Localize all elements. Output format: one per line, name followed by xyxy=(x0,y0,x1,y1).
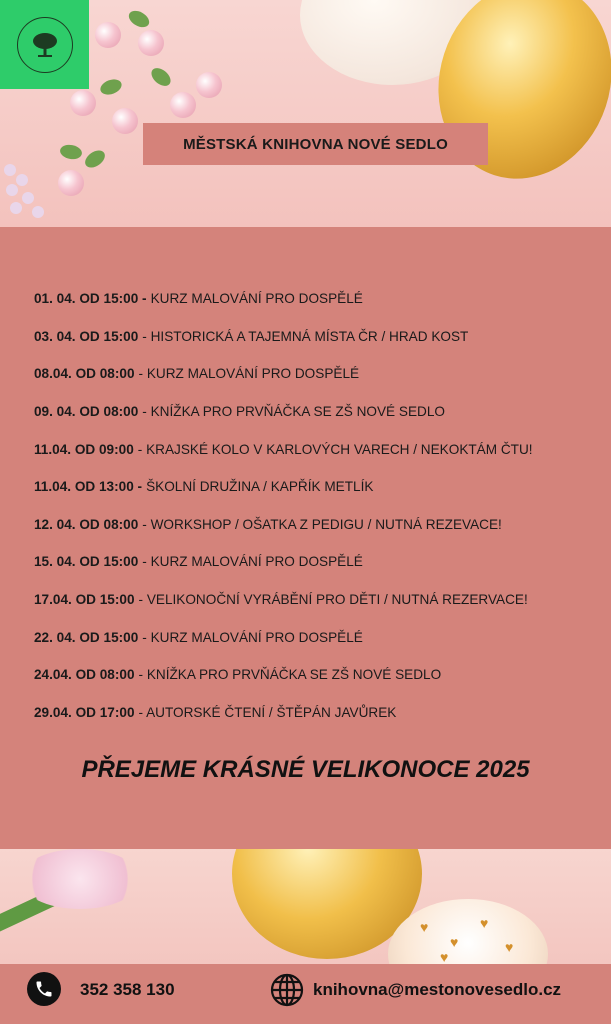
heart-decoration: ♥ xyxy=(480,915,489,931)
event-name: - KURZ MALOVÁNÍ PRO DOSPĚLÉ xyxy=(142,629,363,645)
event-date: 09. 04. OD 08:00 xyxy=(34,404,139,420)
list-item xyxy=(34,318,604,356)
tulip-flower xyxy=(20,849,140,909)
phone-number[interactable]: 352 358 130 xyxy=(80,980,175,999)
event-name: - VELIKONOČNÍ VYRÁBĚNÍ PRO DĚTI / NUTNÁ REZERVACE! xyxy=(138,592,528,608)
logo-ring xyxy=(17,17,73,73)
event-date: 12. 04. OD 08:00 xyxy=(34,516,139,532)
footer-photo xyxy=(0,849,611,964)
berry xyxy=(170,92,196,118)
email-address[interactable]: knihovna@mestonovesedlo.cz xyxy=(313,980,562,999)
event-name: KURZ MALOVÁNÍ PRO DOSPĚLÉ xyxy=(150,291,363,307)
list-item xyxy=(34,468,604,506)
event-name: - KURZ MALOVÁNÍ PRO DOSPĚLÉ xyxy=(142,554,363,570)
easter-greeting: PŘEJEME KRÁSNÉ VELIKONOCE 2025 xyxy=(81,756,530,783)
berry xyxy=(70,90,96,116)
event-name: - KNÍŽKA PRO PRVŇÁČKA SE ZŠ NOVÉ SEDLO xyxy=(138,667,442,683)
event-date: 17.04. OD 15:00 xyxy=(34,592,135,608)
event-name: - WORKSHOP / OŠATKA Z PEDIGU / NUTNÁ REZEVACE! xyxy=(142,516,502,532)
event-name: - HISTORICKÁ A TAJEMNÁ MÍSTA ČR / HRAD KOST xyxy=(142,328,469,344)
event-name: ŠKOLNÍ DRUŽINA / KAPŘÍK METLÍK xyxy=(146,479,374,495)
heart-decoration: ♥ xyxy=(505,939,514,955)
phone-icon xyxy=(27,972,61,1006)
lilac-flower xyxy=(0,150,60,228)
event-date: 22. 04. OD 15:00 xyxy=(34,629,139,645)
berry xyxy=(95,22,121,48)
event-name: - AUTORSKÉ ČTENÍ / ŠTĚPÁN JAVŮREK xyxy=(138,704,397,720)
list-item xyxy=(34,280,604,318)
list-item xyxy=(34,656,604,694)
berry xyxy=(138,30,164,56)
tree-icon xyxy=(30,30,60,60)
berry xyxy=(196,72,222,98)
event-date: 03. 04. OD 15:00 xyxy=(34,328,139,344)
leaf xyxy=(148,65,174,90)
leaf xyxy=(98,77,123,98)
list-item xyxy=(34,393,604,431)
events-list xyxy=(34,280,604,731)
list-item xyxy=(34,506,604,544)
event-date: 08.04. OD 08:00 xyxy=(34,366,135,382)
globe-icon xyxy=(270,973,304,1007)
event-date: 11.04. OD 09:00 xyxy=(34,441,134,457)
event-date: 29.04. OD 17:00 xyxy=(34,704,135,720)
event-date: 15. 04. OD 15:00 xyxy=(34,554,139,570)
berry xyxy=(112,108,138,134)
page-title: MĚSTSKÁ KNIHOVNA NOVÉ SEDLO xyxy=(183,135,448,153)
berry xyxy=(58,170,84,196)
leaf xyxy=(59,143,83,161)
list-item xyxy=(34,430,604,468)
list-item xyxy=(34,581,604,619)
title-banner xyxy=(143,123,488,165)
heart-decoration: ♥ xyxy=(440,949,449,964)
event-name: - KNÍŽKA PRO PRVŇÁČKA SE ZŠ NOVÉ SEDLO xyxy=(142,404,445,420)
header-photo xyxy=(0,0,611,228)
list-item xyxy=(34,618,604,656)
event-date: 01. 04. OD 15:00 - xyxy=(34,291,147,307)
event-date: 24.04. OD 08:00 xyxy=(34,667,135,683)
list-item xyxy=(34,694,604,732)
library-logo[interactable] xyxy=(0,0,89,89)
leaf xyxy=(82,147,108,171)
leaf xyxy=(126,7,152,30)
event-name: - KURZ MALOVÁNÍ PRO DOSPĚLÉ xyxy=(138,366,360,382)
event-date: 11.04. OD 13:00 - xyxy=(34,479,143,495)
heart-decoration: ♥ xyxy=(450,934,459,950)
event-name: - KRAJSKÉ KOLO V KARLOVÝCH VARECH / NEKOKTÁM ČTU! xyxy=(137,441,533,457)
heart-decoration: ♥ xyxy=(420,919,429,935)
list-item xyxy=(34,355,604,393)
list-item xyxy=(34,543,604,581)
